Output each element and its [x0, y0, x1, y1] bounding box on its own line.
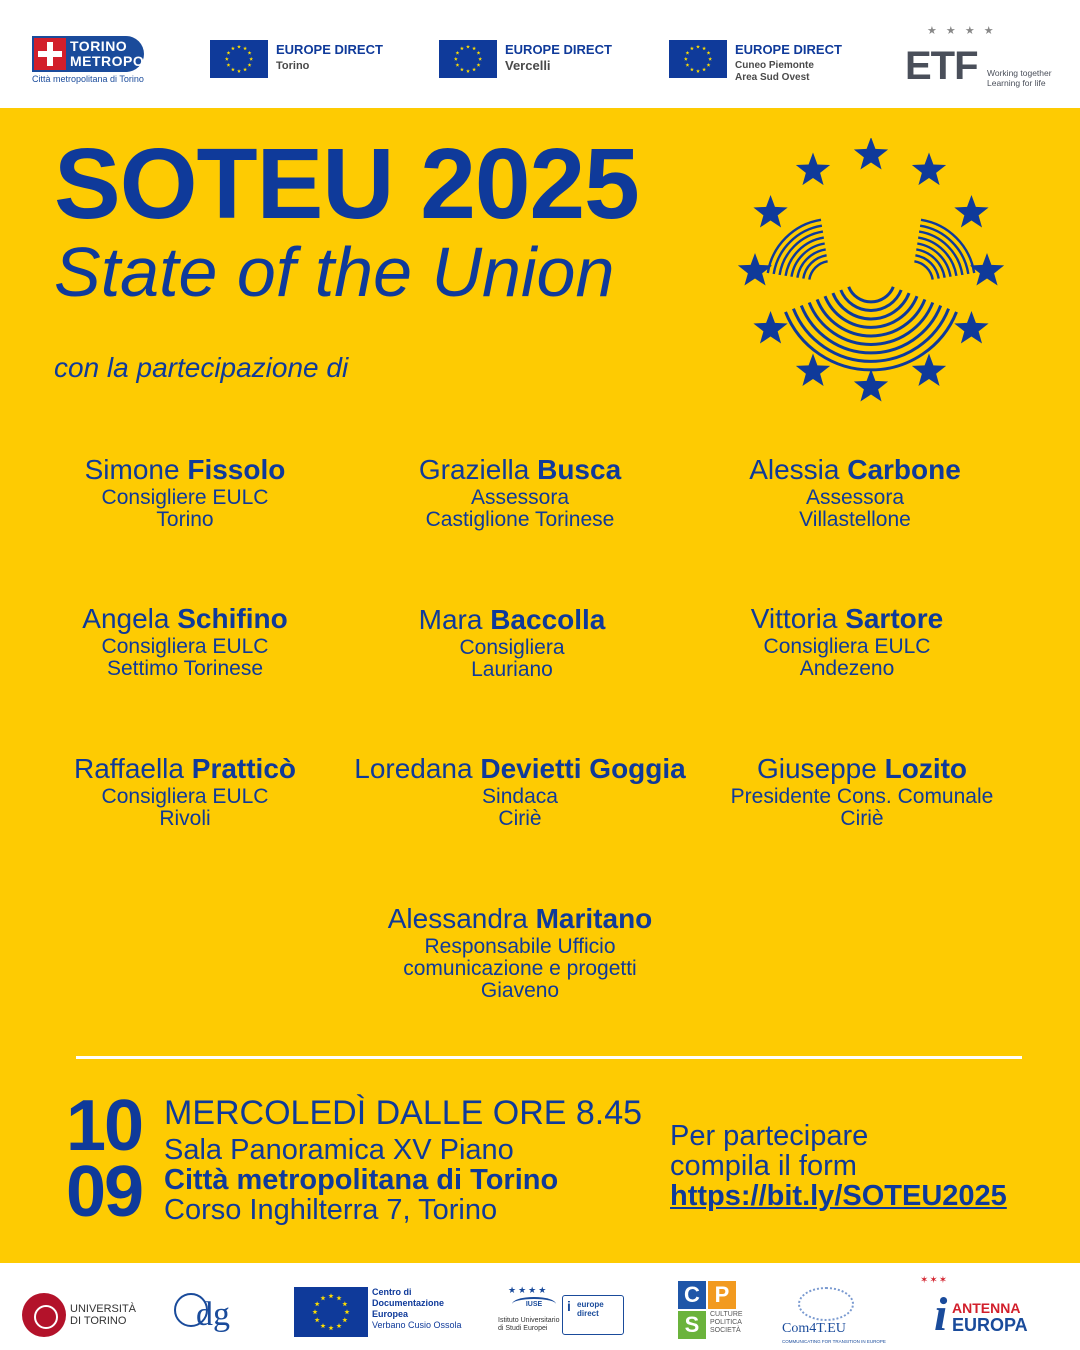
star-icon [336, 1323, 341, 1328]
europe-direct-title: EUROPE DIRECT [276, 42, 383, 57]
info-i-icon: i [567, 1298, 571, 1314]
speaker-last-name: Pratticò [191, 753, 297, 784]
iuse-stars-icon: ★★★★ [508, 1285, 549, 1295]
europe-direct-city: Torino [276, 60, 310, 72]
antenna-i-icon: i [934, 1288, 948, 1341]
dg-wordmark: dg [196, 1296, 230, 1333]
cde-line1: Centro di [372, 1287, 412, 1297]
cps-logo [678, 1281, 768, 1343]
speaker-card [385, 453, 655, 531]
antenna-europa-logo [920, 1275, 1060, 1341]
star-icon [454, 57, 458, 61]
star-icon [854, 138, 888, 170]
europe-direct-city: Vercelli [505, 58, 551, 73]
eu-flag-icon [210, 40, 268, 78]
star-icon [320, 1323, 325, 1328]
star-icon [248, 51, 252, 55]
star-icon [455, 51, 459, 55]
speaker-card [712, 752, 1012, 830]
speaker-role-2: comunicazione e progetti [403, 957, 637, 980]
speaker-name [55, 453, 315, 487]
registration-link[interactable]: https://bit.ly/SOTEU2025 [670, 1180, 1007, 1212]
speaker-card [45, 752, 325, 830]
europe-direct-small-logo [562, 1295, 624, 1335]
speaker-name [720, 453, 990, 487]
iuse-line2: di Studi Europei [498, 1325, 548, 1332]
iuse-logo [494, 1285, 630, 1343]
speaker-first-name: Alessandra [387, 903, 528, 934]
com4t-name: Com4T.EU [782, 1321, 846, 1336]
speaker-role: Consigliera EULC [101, 785, 269, 808]
com4t-logo [782, 1283, 886, 1345]
cps-p-tile: P [708, 1281, 736, 1309]
footer-logo-bar [0, 1263, 1080, 1350]
speaker-name [712, 602, 982, 636]
speaker-name [340, 752, 700, 786]
red-cross-flag-icon [34, 38, 66, 70]
speaker-place: Andezeno [799, 657, 895, 680]
etf-tagline [987, 68, 1052, 88]
speaker-first-name: Mara [418, 604, 483, 635]
star-icon [466, 69, 470, 73]
star-icon [696, 45, 700, 49]
star-icon [460, 46, 464, 50]
speaker-place: Ciriè [840, 807, 884, 830]
cps-c-tile: C [678, 1281, 706, 1309]
speaker-first-name: Giuseppe [756, 753, 877, 784]
speaker-name [382, 603, 642, 637]
star-icon [226, 51, 230, 55]
europe-direct-title: EUROPE DIRECT [735, 42, 842, 57]
eu-stars-ring [210, 40, 268, 78]
eu-stars-ring [439, 40, 497, 78]
europe-direct-title: EUROPE DIRECT [505, 42, 612, 57]
event-month: 09 [66, 1152, 143, 1232]
antenna-line2: EUROPA [952, 1315, 1028, 1335]
eu-flag-icon [439, 40, 497, 78]
hemicycle-wing-row [914, 261, 932, 279]
com4t-tagline: COMMUNICATING FOR TRANSITION IN EUROPE [782, 1339, 886, 1344]
cps-text [710, 1311, 743, 1335]
star-icon [225, 57, 229, 61]
star-icon [237, 69, 241, 73]
star-icon [248, 63, 252, 67]
star-icon [912, 153, 946, 186]
registration-line-2: compila il form [670, 1150, 857, 1182]
eu-flag-icon [669, 40, 727, 78]
speaker-role: Consigliera EULC [101, 635, 269, 658]
speaker-last-name: Fissolo [187, 454, 286, 485]
registration-line-1: Per partecipare [670, 1120, 869, 1152]
iuse-text [498, 1317, 559, 1333]
event-subtitle: State of the Union [54, 233, 615, 311]
star-icon [342, 1301, 347, 1306]
star-icon [312, 1309, 317, 1314]
event-title: SOTEU 2025 [54, 128, 639, 240]
speaker-place: Torino [156, 508, 214, 531]
star-icon [707, 63, 711, 67]
event-room: Sala Panoramica XV Piano [164, 1134, 514, 1166]
star-icon [685, 63, 689, 67]
speaker-last-name: Maritano [535, 903, 653, 934]
star-icon [796, 153, 830, 186]
event-venue: Città metropolitana di Torino [164, 1164, 559, 1196]
europe-direct-small-text: europe direct [577, 1300, 604, 1318]
etf-stars-icon: ★ ★ ★ ★ [927, 25, 997, 37]
star-icon [237, 45, 241, 49]
star-icon [243, 67, 247, 71]
sparkle-stars-icon: ✶✶✶ [920, 1275, 949, 1286]
star-icon [249, 57, 253, 61]
star-icon [753, 311, 787, 344]
star-icon [954, 195, 988, 228]
unito-line1: UNIVERSITÀ [70, 1303, 137, 1315]
cde-text [372, 1287, 462, 1331]
star-icon [231, 46, 235, 50]
europe-direct-torino-logo [210, 40, 410, 80]
eu-flag-icon [294, 1287, 368, 1337]
speaker-last-name: Devietti Goggia [480, 753, 686, 784]
speaker-first-name: Loredana [354, 753, 473, 784]
star-icon [738, 253, 772, 286]
torino-metropoli-line2: METROPOLI [70, 53, 158, 69]
cps-line2: POLITICA [710, 1319, 742, 1326]
star-icon [854, 369, 888, 402]
speaker-last-name: Lozito [884, 753, 968, 784]
cps-line3: SOCIETÀ [710, 1327, 741, 1334]
star-icon [477, 51, 481, 55]
etf-logo [905, 24, 1065, 94]
star-icon [243, 46, 247, 50]
speaker-last-name: Sartore [845, 603, 944, 634]
hemicycle-wing-row [786, 238, 824, 276]
eu-stars-emblem-icon [738, 138, 1004, 404]
speaker-name [385, 453, 655, 487]
speaker-first-name: Vittoria [750, 603, 838, 634]
speaker-card [55, 453, 315, 531]
event-address: Corso Inghilterra 7, Torino [164, 1194, 498, 1226]
speaker-role: Consigliere EULC [101, 486, 269, 509]
speaker-last-name: Busca [537, 454, 622, 485]
unito-seal-icon [22, 1293, 66, 1337]
star-icon [231, 67, 235, 71]
star-icon [344, 1309, 349, 1314]
speaker-role: Assessora [470, 486, 570, 509]
cps-s-tile: S [678, 1311, 706, 1339]
speaker-place: Giaveno [480, 979, 560, 1002]
speaker-role: Consigliera EULC [763, 635, 931, 658]
event-weekday-time: MERCOLEDÌ DALLE ORE 8.45 [164, 1094, 643, 1132]
speaker-name [55, 602, 315, 636]
torino-metropoli-line1: TORINO [70, 38, 128, 54]
hemicycle-row [841, 290, 901, 310]
hemicycle-row [849, 287, 894, 302]
star-icon [328, 1293, 333, 1298]
star-icon [707, 51, 711, 55]
speaker-role: Consigliera [459, 636, 565, 659]
unito-logo [22, 1293, 152, 1339]
torino-metropoli-badge [32, 36, 158, 72]
section-divider [76, 1056, 1022, 1059]
speaker-name [370, 902, 670, 936]
speaker-first-name: Angela [82, 603, 170, 634]
eu-stars-ring [669, 40, 727, 78]
speaker-place: Rivoli [159, 807, 211, 830]
speaker-place: Castiglione Torinese [425, 508, 615, 531]
star-icon [328, 1325, 333, 1330]
speaker-place: Settimo Torinese [106, 657, 264, 680]
iuse-line1: Istituto Universitario [498, 1317, 560, 1324]
hemicycle-wing-row [917, 244, 950, 277]
etf-wordmark: ETF [905, 44, 978, 88]
torino-metropoli-subtitle: Città metropolitana di Torino [32, 74, 144, 84]
hemicycle-wing-row [809, 261, 827, 279]
star-icon [684, 57, 688, 61]
star-icon [690, 67, 694, 71]
star-icon [320, 1295, 325, 1300]
cde-vco-logo [294, 1287, 464, 1337]
hemicycle-wing-row [792, 244, 825, 277]
antenna-line1: ANTENNA [952, 1300, 1021, 1316]
star-icon [315, 1317, 320, 1322]
cps-line1: CULTURE [710, 1311, 743, 1318]
europe-direct-city: Cuneo Piemonte Area Sud Ovest [735, 60, 814, 83]
speaker-first-name: Graziella [418, 454, 530, 485]
star-icon [460, 67, 464, 71]
etf-tagline-1: Working together [987, 68, 1052, 78]
star-icon [466, 45, 470, 49]
speaker-place: Villastellone [799, 508, 911, 531]
cde-line3: Europea [372, 1309, 409, 1319]
speaker-name [45, 752, 325, 786]
star-icon [472, 46, 476, 50]
star-icon [753, 195, 787, 228]
star-icon [478, 57, 482, 61]
star-icon [455, 63, 459, 67]
star-icon [954, 311, 988, 344]
speaker-first-name: Alessia [749, 454, 840, 485]
unito-line2: DI TORINO [70, 1315, 127, 1327]
speaker-card [720, 453, 990, 531]
event-day: 10 [66, 1086, 143, 1166]
star-icon [690, 46, 694, 50]
speaker-first-name: Simone [84, 454, 180, 485]
iuse-book-icon: IUSE [512, 1297, 556, 1311]
eu-stars-ring [294, 1287, 368, 1337]
header-logo-bar [0, 0, 1080, 108]
brain-network-icon [798, 1287, 854, 1321]
dg-logo [174, 1291, 244, 1339]
torino-metropoli-logo [32, 36, 158, 86]
speaker-card [370, 902, 670, 1002]
speaker-name [712, 752, 1012, 786]
star-icon [477, 63, 481, 67]
speaker-role: Responsabile Ufficio [424, 935, 616, 958]
star-icon [342, 1317, 347, 1322]
star-icon [970, 253, 1004, 286]
speaker-card [340, 752, 700, 830]
star-icon [708, 57, 712, 61]
parliament-hemicycle-icon [768, 220, 974, 370]
speaker-role: Sindaca [482, 785, 558, 808]
speaker-last-name: Carbone [847, 454, 961, 485]
star-icon [696, 69, 700, 73]
europe-direct-vercelli-logo [439, 40, 639, 80]
speaker-card [55, 602, 315, 680]
main-poster [0, 108, 1080, 1263]
speaker-place: Lauriano [471, 658, 553, 681]
speaker-last-name: Schifino [177, 603, 288, 634]
hemicycle-wing-row [918, 238, 956, 276]
speaker-last-name: Baccolla [490, 604, 606, 635]
star-icon [315, 1301, 320, 1306]
cde-line2: Documentazione [372, 1298, 445, 1308]
star-icon [226, 63, 230, 67]
speaker-card [712, 602, 982, 680]
speaker-card [382, 603, 642, 681]
star-icon [702, 46, 706, 50]
speaker-first-name: Raffaella [73, 753, 184, 784]
participants-intro: con la partecipazione di [54, 352, 349, 383]
speaker-place: Ciriè [498, 807, 542, 830]
star-icon [472, 67, 476, 71]
etf-tagline-2: Learning for life [987, 78, 1046, 88]
speaker-role: Assessora [805, 486, 905, 509]
star-icon [685, 51, 689, 55]
europe-direct-cuneo-logo [669, 40, 879, 83]
cde-line4: Verbano Cusio Ossola [372, 1320, 462, 1330]
star-icon [336, 1295, 341, 1300]
unito-text [70, 1303, 136, 1327]
speaker-role: Presidente Cons. Comunale [730, 785, 994, 808]
star-icon [702, 67, 706, 71]
